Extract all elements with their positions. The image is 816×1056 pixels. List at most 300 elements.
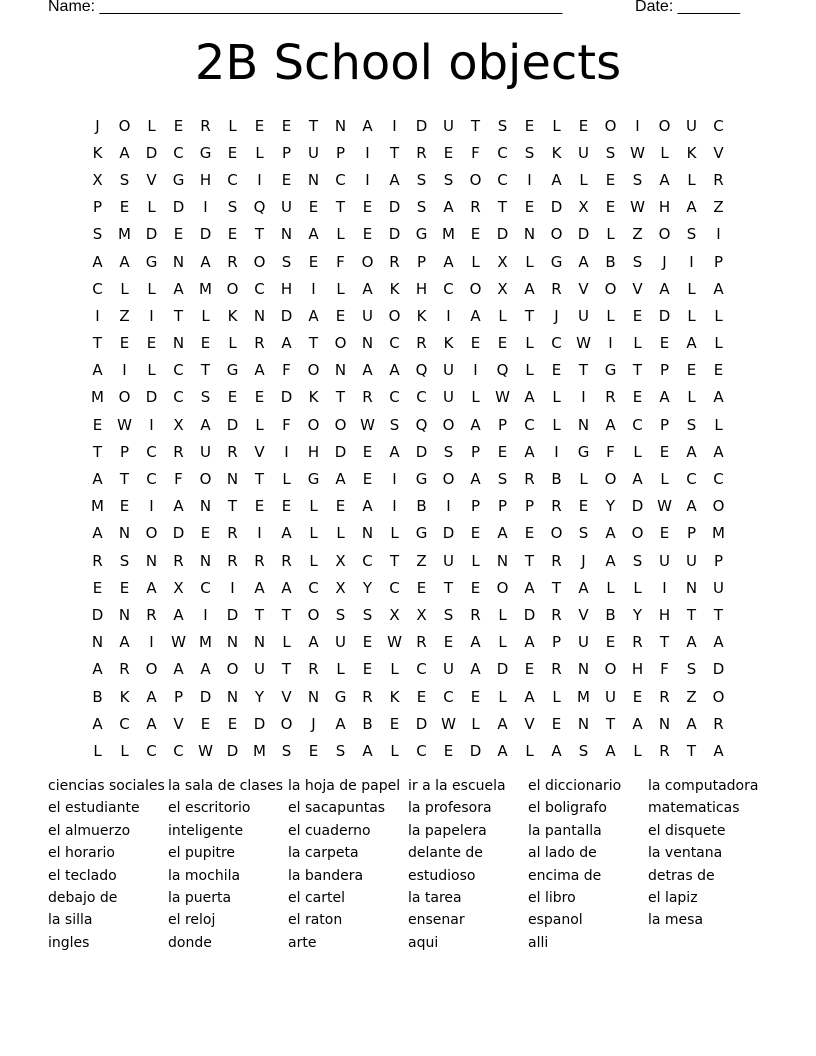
grid-letter: O	[604, 470, 617, 489]
grid-letter: A	[92, 361, 103, 380]
grid-letter: E	[686, 361, 697, 380]
grid-letter: C	[173, 361, 184, 380]
grid-letter: T	[227, 497, 238, 516]
grid-letter: S	[92, 225, 103, 244]
grid-letter: E	[416, 578, 427, 597]
grid-letter: E	[605, 633, 616, 652]
grid-letter: N	[577, 660, 590, 679]
grid-letter: J	[662, 252, 667, 271]
grid-letter: H	[280, 279, 293, 298]
grid-letter: O	[118, 116, 131, 135]
grid-letter: B	[416, 497, 427, 516]
grid-letter: R	[551, 497, 562, 516]
grid-letter: D	[145, 388, 158, 407]
grid-letter: L	[309, 524, 318, 543]
grid-letter: C	[389, 334, 400, 353]
grid-letter: T	[659, 633, 670, 652]
grid-letter: C	[173, 741, 184, 760]
grid-letter: E	[632, 306, 643, 325]
word-bank-item: la silla	[48, 912, 93, 929]
grid-letter: I	[365, 170, 370, 189]
word-bank-item: la computadora	[648, 778, 759, 794]
grid-letter: K	[227, 306, 238, 325]
grid-letter: A	[713, 633, 724, 652]
grid-letter: T	[254, 470, 265, 489]
grid-letter: E	[281, 497, 292, 516]
grid-letter: D	[280, 306, 293, 325]
grid-letter: O	[469, 170, 482, 189]
grid-letter: U	[443, 361, 454, 380]
grid-letter: E	[362, 198, 373, 217]
header-fields	[48, 0, 740, 16]
grid-letter: R	[308, 660, 319, 679]
grid-letter: E	[470, 687, 481, 706]
grid-letter: M	[91, 497, 104, 516]
grid-letter: E	[470, 524, 481, 543]
grid-letter: A	[497, 714, 508, 733]
grid-letter: O	[550, 225, 563, 244]
grid-letter: A	[308, 633, 319, 652]
grid-letter: D	[199, 225, 212, 244]
grid-letter: R	[362, 388, 373, 407]
word-bank-item: el libro	[528, 889, 576, 906]
word-bank-item: donde	[168, 934, 212, 951]
word-bank-item: espanol	[528, 912, 583, 929]
grid-letter: U	[308, 143, 319, 162]
grid-letter: O	[334, 415, 347, 434]
grid-letter: I	[95, 306, 100, 325]
grid-letter: R	[605, 388, 616, 407]
grid-letter: K	[92, 143, 103, 162]
grid-letter: E	[200, 714, 211, 733]
grid-letter: D	[388, 225, 401, 244]
grid-letter: Q	[253, 198, 266, 217]
grid-letter: P	[470, 497, 481, 516]
word-bank-item: la mesa	[648, 912, 704, 929]
grid-letter: A	[335, 714, 346, 733]
grid-letter: N	[253, 633, 266, 652]
grid-letter: T	[92, 334, 103, 353]
grid-letter: A	[524, 578, 535, 597]
grid-letter: G	[550, 252, 563, 271]
grid-letter: A	[686, 198, 697, 217]
grid-letter: R	[254, 551, 265, 570]
word-bank-item: el escritorio	[168, 800, 251, 817]
grid-letter: A	[443, 198, 454, 217]
grid-letter: X	[389, 605, 400, 624]
grid-letter: S	[416, 170, 427, 189]
grid-letter: L	[390, 524, 399, 543]
grid-letter: E	[470, 578, 481, 597]
grid-letter: O	[307, 415, 320, 434]
grid-letter: G	[334, 687, 347, 706]
grid-letter: L	[498, 687, 507, 706]
grid-letter: E	[335, 306, 346, 325]
grid-letter: L	[471, 252, 480, 271]
grid-letter: K	[443, 334, 454, 353]
grid-letter: X	[416, 605, 427, 624]
grid-letter: O	[712, 497, 725, 516]
grid-letter: M	[199, 633, 212, 652]
grid-letter: D	[496, 225, 509, 244]
word-bank-item: la profesora	[408, 800, 492, 817]
grid-letter: R	[551, 279, 562, 298]
grid-letter: A	[659, 170, 670, 189]
grid-letter: S	[389, 415, 400, 434]
grid-letter: N	[118, 524, 131, 543]
grid-letter: M	[442, 225, 455, 244]
grid-letter: G	[577, 442, 590, 461]
grid-letter: D	[388, 198, 401, 217]
grid-letter: R	[551, 660, 562, 679]
grid-letter: A	[362, 497, 373, 516]
grid-letter: R	[524, 470, 535, 489]
grid-letter: U	[443, 388, 454, 407]
word-bank-item: ir a la escuela	[408, 778, 506, 794]
grid-letter: O	[469, 279, 482, 298]
grid-letter: E	[578, 116, 589, 135]
grid-letter: L	[228, 334, 237, 353]
grid-letter: S	[632, 551, 643, 570]
grid-letter: W	[576, 334, 591, 353]
grid-letter: E	[119, 334, 130, 353]
grid-letter: E	[200, 334, 211, 353]
grid-letter: I	[716, 225, 721, 244]
grid-letter: A	[173, 605, 184, 624]
grid-letter: S	[335, 605, 346, 624]
grid-letter: T	[254, 605, 265, 624]
grid-letter: U	[578, 633, 589, 652]
grid-letter: R	[227, 442, 238, 461]
grid-letter: I	[311, 279, 316, 298]
grid-letter: N	[226, 687, 239, 706]
word-bank-item: arte	[288, 934, 317, 951]
grid-letter: T	[686, 741, 697, 760]
grid-letter: A	[173, 497, 184, 516]
grid-letter: N	[361, 524, 374, 543]
grid-letter: E	[551, 714, 562, 733]
grid-letter: R	[551, 605, 562, 624]
word-bank-item: el reloj	[168, 912, 216, 929]
grid-letter: T	[470, 116, 481, 135]
grid-letter: R	[173, 442, 184, 461]
grid-letter: A	[254, 361, 265, 380]
grid-letter: D	[226, 605, 239, 624]
grid-letter: O	[604, 279, 617, 298]
grid-letter: E	[443, 143, 454, 162]
grid-letter: D	[442, 524, 455, 543]
grid-letter: K	[119, 687, 130, 706]
grid-letter: N	[145, 551, 158, 570]
word-bank-item: el almuerzo	[48, 822, 131, 839]
grid-letter: I	[284, 442, 289, 461]
grid-letter: U	[254, 660, 265, 679]
grid-letter: M	[91, 388, 104, 407]
grid-letter: P	[173, 687, 184, 706]
word-bank-item: el diccionario	[528, 778, 622, 794]
grid-letter: N	[523, 225, 536, 244]
grid-letter: K	[551, 143, 562, 162]
grid-letter: S	[632, 170, 643, 189]
grid-letter: L	[579, 470, 588, 489]
word-bank-item: el estudiante	[48, 800, 140, 817]
grid-letter: D	[172, 198, 185, 217]
grid-letter: H	[307, 442, 320, 461]
grid-letter: S	[281, 741, 292, 760]
grid-letter: I	[581, 388, 586, 407]
grid-letter: S	[497, 116, 508, 135]
word-bank-item: la tarea	[408, 889, 462, 906]
grid-letter: L	[714, 415, 723, 434]
grid-letter: A	[362, 741, 373, 760]
grid-letter: C	[416, 388, 427, 407]
word-bank-item: el sacapuntas	[288, 800, 386, 817]
grid-letter: L	[120, 279, 129, 298]
grid-letter: B	[605, 252, 616, 271]
grid-letter: L	[336, 524, 345, 543]
grid-letter: A	[470, 660, 481, 679]
grid-letter: X	[335, 578, 346, 597]
grid-letter: E	[632, 388, 643, 407]
grid-letter: E	[308, 741, 319, 760]
grid-letter: E	[146, 334, 157, 353]
grid-letter: L	[687, 170, 696, 189]
grid-letter: U	[335, 633, 346, 652]
grid-letter: D	[415, 714, 428, 733]
grid-letter: E	[92, 415, 103, 434]
word-bank-item: el cartel	[288, 889, 345, 906]
grid-letter: M	[199, 279, 212, 298]
grid-letter: A	[92, 524, 103, 543]
grid-letter: M	[253, 741, 266, 760]
grid-letter: E	[362, 442, 373, 461]
grid-letter: R	[227, 524, 238, 543]
grid-letter: W	[360, 415, 375, 434]
grid-letter: N	[172, 252, 185, 271]
grid-letter: O	[361, 252, 374, 271]
grid-letter: O	[388, 306, 401, 325]
grid-letter: S	[281, 252, 292, 271]
grid-letter: N	[307, 170, 320, 189]
word-bank-item: al lado de	[528, 845, 597, 862]
grid-letter: D	[469, 741, 482, 760]
grid-letter: O	[604, 660, 617, 679]
grid-letter: C	[173, 388, 184, 407]
grid-letter: V	[254, 442, 265, 461]
grid-letter: E	[659, 524, 670, 543]
grid-letter: A	[551, 170, 562, 189]
grid-letter: Q	[415, 415, 428, 434]
grid-letter: X	[173, 415, 184, 434]
grid-letter: A	[335, 470, 346, 489]
grid-letter: E	[605, 198, 616, 217]
grid-letter: A	[605, 741, 616, 760]
grid-letter: N	[253, 306, 266, 325]
grid-letter: I	[662, 578, 667, 597]
grid-letter: T	[713, 605, 724, 624]
grid-letter: A	[686, 442, 697, 461]
grid-letter: B	[551, 470, 562, 489]
grid-letter: N	[199, 551, 212, 570]
grid-letter: V	[146, 170, 157, 189]
word-bank-item: ciencias sociales	[48, 778, 165, 794]
grid-letter: R	[416, 633, 427, 652]
grid-letter: C	[443, 279, 454, 298]
grid-letter: L	[498, 633, 507, 652]
grid-letter: N	[226, 633, 239, 652]
grid-letter: N	[172, 334, 185, 353]
grid-letter: L	[228, 116, 237, 135]
grid-letter: C	[497, 143, 508, 162]
grid-letter: I	[392, 497, 397, 516]
grid-letter: N	[361, 334, 374, 353]
grid-letter: L	[714, 306, 723, 325]
grid-letter: S	[632, 252, 643, 271]
grid-letter: U	[686, 551, 697, 570]
grid-letter: D	[550, 198, 563, 217]
grid-letter: C	[146, 442, 157, 461]
grid-letter: E	[362, 470, 373, 489]
grid-letter: I	[473, 361, 478, 380]
grid-letter: L	[147, 361, 156, 380]
grid-letter: W	[630, 198, 645, 217]
grid-letter: R	[254, 334, 265, 353]
grid-letter: Y	[632, 605, 643, 624]
grid-letter: A	[362, 116, 373, 135]
grid-letter: D	[334, 442, 347, 461]
grid-letter: O	[145, 660, 158, 679]
word-bank-item: el cuaderno	[288, 822, 371, 839]
grid-letter: V	[578, 605, 589, 624]
grid-letter: X	[578, 198, 589, 217]
grid-letter: W	[117, 415, 132, 434]
grid-letter: S	[686, 660, 697, 679]
grid-letter: I	[392, 116, 397, 135]
grid-letter: C	[119, 714, 130, 733]
grid-letter: E	[713, 361, 724, 380]
grid-letter: A	[686, 633, 697, 652]
grid-letter: E	[281, 116, 292, 135]
grid-letter: A	[686, 497, 697, 516]
grid-letter: L	[471, 714, 480, 733]
grid-letter: O	[307, 361, 320, 380]
grid-letter: L	[633, 578, 642, 597]
word-bank-item: matematicas	[648, 800, 740, 817]
grid-letter: L	[471, 388, 480, 407]
grid-letter: N	[334, 116, 347, 135]
word-bank-item: encima de	[528, 867, 602, 884]
grid-letter: A	[173, 279, 184, 298]
grid-letter: E	[119, 578, 130, 597]
grid-letter: E	[335, 497, 346, 516]
grid-letter: G	[199, 143, 212, 162]
grid-letter: S	[686, 225, 697, 244]
grid-letter: A	[389, 170, 400, 189]
grid-letter: T	[308, 116, 319, 135]
grid-letter: A	[605, 524, 616, 543]
grid-letter: D	[415, 442, 428, 461]
grid-letter: A	[362, 279, 373, 298]
grid-letter: P	[713, 551, 724, 570]
grid-letter: P	[686, 524, 697, 543]
grid-letter: N	[118, 605, 131, 624]
grid-letter: R	[470, 198, 481, 217]
grid-letter: R	[119, 660, 130, 679]
grid-letter: M	[118, 225, 131, 244]
grid-letter: A	[146, 714, 157, 733]
grid-letter: U	[200, 442, 211, 461]
grid-letter: F	[282, 361, 291, 380]
grid-letter: W	[657, 497, 672, 516]
grid-letter: Z	[119, 306, 130, 325]
grid-letter: N	[226, 470, 239, 489]
grid-letter: I	[554, 442, 559, 461]
grid-letter: V	[524, 714, 535, 733]
word-bank-item: la sala de clases	[168, 778, 284, 794]
grid-letter: I	[635, 116, 640, 135]
grid-letter: H	[658, 605, 671, 624]
grid-letter: N	[334, 361, 347, 380]
grid-letter: F	[660, 660, 669, 679]
grid-letter: P	[281, 143, 292, 162]
grid-letter: I	[149, 497, 154, 516]
grid-letter: P	[659, 361, 670, 380]
grid-letter: S	[578, 524, 589, 543]
grid-letter: T	[686, 605, 697, 624]
grid-letter: L	[309, 497, 318, 516]
grid-letter: W	[171, 633, 186, 652]
grid-letter: E	[362, 633, 373, 652]
grid-letter: A	[389, 361, 400, 380]
grid-letter: Z	[713, 198, 724, 217]
grid-letter: O	[658, 116, 671, 135]
word-bank-item: detras de	[648, 867, 715, 884]
grid-letter: A	[92, 252, 103, 271]
grid-letter: C	[389, 578, 400, 597]
grid-letter: I	[203, 198, 208, 217]
grid-letter: O	[280, 714, 293, 733]
grid-letter: X	[497, 252, 508, 271]
grid-letter: C	[686, 470, 697, 489]
grid-letter: A	[200, 252, 211, 271]
grid-letter: A	[389, 442, 400, 461]
grid-letter: C	[551, 334, 562, 353]
grid-letter: A	[362, 361, 373, 380]
grid-letter: P	[497, 415, 508, 434]
grid-letter: A	[173, 660, 184, 679]
grid-letter: H	[631, 660, 644, 679]
grid-letter: E	[470, 334, 481, 353]
grid-letter: D	[145, 225, 158, 244]
grid-letter: N	[307, 687, 320, 706]
grid-letter: K	[416, 306, 427, 325]
grid-letter: P	[659, 415, 670, 434]
grid-letter: I	[149, 415, 154, 434]
grid-letter: S	[524, 143, 535, 162]
word-bank-item: el raton	[288, 912, 343, 929]
grid-letter: A	[713, 741, 724, 760]
grid-letter: G	[415, 524, 428, 543]
grid-letter: U	[443, 551, 454, 570]
grid-letter: O	[145, 524, 158, 543]
grid-letter: W	[387, 633, 402, 652]
grid-letter: C	[254, 279, 265, 298]
grid-letter: L	[390, 660, 399, 679]
grid-letter: E	[524, 524, 535, 543]
grid-letter: T	[524, 551, 535, 570]
grid-letter: Z	[632, 225, 643, 244]
grid-letter: E	[470, 225, 481, 244]
